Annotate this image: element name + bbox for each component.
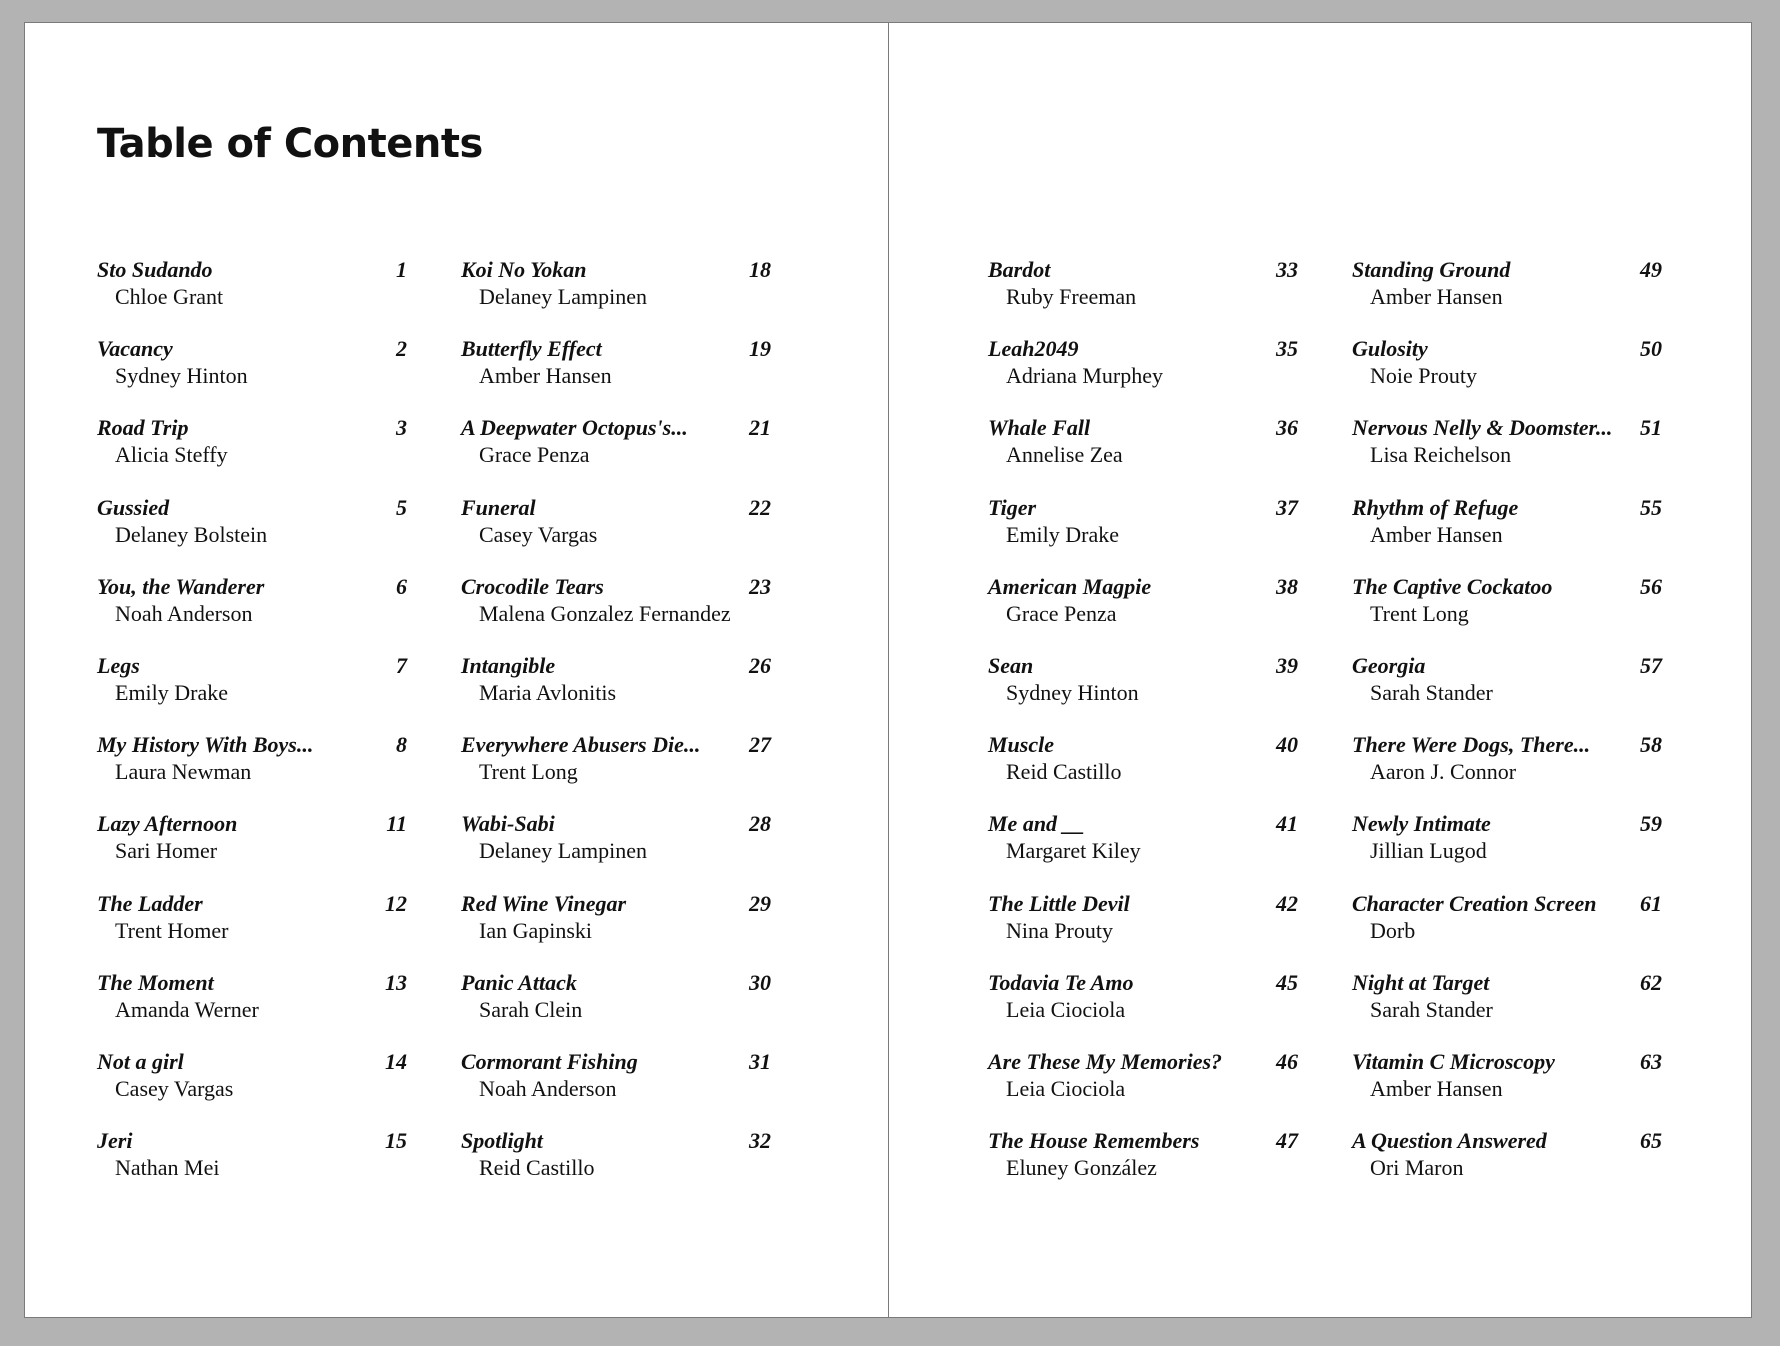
entry-page-number: 27	[749, 732, 771, 758]
toc-entry	[988, 1049, 1298, 1128]
toc-entry	[1352, 1128, 1662, 1207]
toc-entry	[97, 653, 407, 732]
entry-author: Grace Penza	[479, 442, 590, 468]
entry-author: Noie Prouty	[1370, 363, 1477, 389]
toc-entry	[988, 336, 1298, 415]
entry-title: Jeri	[97, 1128, 133, 1154]
entry-title: The Captive Cockatoo	[1352, 573, 1553, 599]
entry-author: Alicia Steffy	[115, 442, 228, 468]
entry-title: Bardot	[988, 257, 1051, 282]
toc-entry	[461, 415, 771, 494]
toc-entry	[461, 1128, 771, 1207]
entry-page-number: 2	[396, 336, 407, 362]
entry-author: Eluney González	[1006, 1155, 1157, 1181]
toc-entry	[97, 574, 407, 653]
entry-author: Delaney Bolstein	[115, 521, 268, 547]
entry-title: You, the Wanderer	[97, 573, 265, 599]
entry-author: Malena Gonzalez Fernandez	[479, 600, 731, 626]
toc-entry	[1352, 811, 1662, 890]
entry-title: Funeral	[461, 494, 536, 520]
entry-author: Ian Gapinski	[479, 917, 593, 943]
entry-page-number: 6	[396, 573, 407, 599]
entry-author: Sarah Clein	[479, 996, 583, 1022]
entry-author: Emily Drake	[115, 679, 229, 705]
entry-author: Delaney Lampinen	[479, 838, 647, 864]
entry-page-number: 38	[1276, 573, 1298, 599]
entry-author: Noah Anderson	[479, 1075, 617, 1101]
entry-page-number: 55	[1640, 494, 1662, 520]
entry-author: Reid Castillo	[1006, 759, 1122, 785]
toc-entry	[461, 1049, 771, 1128]
entry-title: My History With Boys...	[97, 732, 314, 758]
entry-page-number: 45	[1276, 969, 1298, 995]
entry-title: Vitamin C Microscopy	[1352, 1048, 1555, 1074]
entry-author: Trent Long	[479, 759, 578, 785]
toc-entry	[1352, 653, 1662, 732]
entry-author: Noah Anderson	[115, 600, 253, 626]
entry-page-number: 11	[386, 811, 407, 837]
entry-page-number: 47	[1276, 1128, 1298, 1154]
entry-page-number: 33	[1276, 257, 1298, 282]
entry-title: The Little Devil	[988, 890, 1130, 916]
entry-author: Amanda Werner	[115, 996, 259, 1022]
entry-title: Cormorant Fishing	[461, 1048, 638, 1074]
entry-author: Grace Penza	[1006, 600, 1117, 626]
toc-entry	[1352, 732, 1662, 811]
entry-author: Ruby Freeman	[1006, 284, 1137, 309]
entry-page-number: 57	[1640, 652, 1662, 678]
toc-entry	[97, 970, 407, 1049]
entry-author: Amber Hansen	[1370, 284, 1503, 309]
toc-column-1	[97, 257, 407, 1207]
entry-page-number: 1	[396, 257, 407, 282]
entry-title: Intangible	[461, 652, 556, 678]
entry-title: Koi No Yokan	[461, 257, 587, 282]
book-spread	[24, 22, 1752, 1318]
entry-author: Laura Newman	[115, 759, 252, 785]
entry-title: Me and __	[988, 811, 1085, 837]
entry-author: Amber Hansen	[1370, 1075, 1503, 1101]
entry-author: Jillian Lugod	[1370, 838, 1487, 864]
entry-author: Annelise Zea	[1006, 442, 1123, 468]
toc-entry	[97, 1128, 407, 1207]
entry-page-number: 5	[396, 494, 407, 520]
entry-page-number: 19	[749, 336, 771, 362]
entry-page-number: 22	[749, 494, 771, 520]
entry-title: American Magpie	[988, 573, 1152, 599]
entry-title: Newly Intimate	[1352, 811, 1491, 837]
toc-entry	[461, 732, 771, 811]
entry-title: Vacancy	[97, 336, 173, 362]
entry-author: Sydney Hinton	[115, 363, 248, 389]
entry-title: There Were Dogs, There...	[1352, 732, 1591, 758]
entry-title: Not a girl	[97, 1048, 184, 1074]
entry-title: Gulosity	[1352, 336, 1428, 362]
entry-author: Trent Homer	[115, 917, 229, 943]
entry-title: A Deepwater Octopus's...	[461, 415, 688, 441]
toc-entry	[988, 653, 1298, 732]
toc-entry	[461, 495, 771, 574]
entry-author: Adriana Murphey	[1006, 363, 1164, 389]
entry-page-number: 39	[1276, 652, 1298, 678]
toc-entry	[461, 891, 771, 970]
entry-author: Ori Maron	[1370, 1155, 1464, 1181]
entry-title: The Moment	[97, 969, 214, 995]
entry-title: Standing Ground	[1352, 257, 1511, 282]
entry-page-number: 63	[1640, 1048, 1662, 1074]
entry-title: Butterfly Effect	[461, 336, 602, 362]
entry-page-number: 18	[749, 257, 771, 282]
entry-page-number: 29	[749, 890, 771, 916]
toc-column-2	[461, 257, 771, 1207]
entry-title: Lazy Afternoon	[97, 811, 238, 837]
entry-title: Everywhere Abusers Die...	[461, 732, 701, 758]
toc-entry	[97, 257, 407, 336]
entry-page-number: 37	[1276, 494, 1298, 520]
entry-page-number: 59	[1640, 811, 1662, 837]
toc-entry	[97, 495, 407, 574]
entry-title: Sean	[988, 652, 1034, 678]
entry-author: Aaron J. Connor	[1370, 759, 1517, 785]
toc-entry	[988, 811, 1298, 890]
entry-title: Are These My Memories?	[988, 1048, 1223, 1074]
entry-page-number: 32	[749, 1128, 771, 1154]
entry-title: Tiger	[988, 494, 1037, 520]
toc-entry	[461, 811, 771, 890]
entry-page-number: 26	[749, 652, 771, 678]
page-spine-divider	[888, 23, 889, 1317]
toc-entry	[1352, 891, 1662, 970]
page-title: Table of Contents	[97, 121, 483, 167]
entry-author: Delaney Lampinen	[479, 284, 647, 309]
entry-author: Nathan Mei	[115, 1155, 220, 1181]
toc-entry	[988, 574, 1298, 653]
entry-author: Casey Vargas	[479, 521, 598, 547]
entry-title: Sto Sudando	[97, 257, 213, 282]
toc-entry	[97, 1049, 407, 1128]
entry-title: Muscle	[988, 732, 1054, 758]
entry-page-number: 12	[385, 890, 407, 916]
entry-page-number: 56	[1640, 573, 1662, 599]
entry-page-number: 30	[749, 969, 771, 995]
toc-entry	[1352, 970, 1662, 1049]
entry-title: Road Trip	[97, 415, 189, 441]
entry-title: A Question Answered	[1352, 1128, 1547, 1154]
entry-author: Lisa Reichelson	[1370, 442, 1512, 468]
entry-title: Whale Fall	[988, 415, 1091, 441]
toc-entry	[97, 732, 407, 811]
entry-author: Sydney Hinton	[1006, 679, 1139, 705]
entry-page-number: 14	[385, 1048, 407, 1074]
entry-page-number: 61	[1640, 890, 1662, 916]
entry-page-number: 28	[749, 811, 771, 837]
toc-entry	[1352, 257, 1662, 336]
toc-column-4	[1352, 257, 1662, 1207]
entry-page-number: 50	[1640, 336, 1662, 362]
entry-title: Georgia	[1352, 652, 1426, 678]
entry-title: Panic Attack	[461, 969, 577, 995]
entry-page-number: 49	[1640, 257, 1662, 282]
entry-title: Todavia Te Amo	[988, 969, 1134, 995]
entry-author: Casey Vargas	[115, 1075, 234, 1101]
entry-title: The House Remembers	[988, 1128, 1200, 1154]
toc-entry	[97, 891, 407, 970]
entry-page-number: 21	[749, 415, 771, 441]
entry-author: Emily Drake	[1006, 521, 1120, 547]
toc-entry	[988, 495, 1298, 574]
entry-author: Sarah Stander	[1370, 996, 1493, 1022]
entry-author: Dorb	[1370, 917, 1416, 943]
toc-entry	[461, 653, 771, 732]
toc-entry	[461, 336, 771, 415]
entry-author: Leia Ciociola	[1006, 1075, 1126, 1101]
entry-title: The Ladder	[97, 890, 203, 916]
toc-entry	[97, 336, 407, 415]
entry-title: Gussied	[97, 494, 170, 520]
entry-page-number: 42	[1276, 890, 1298, 916]
toc-entry	[988, 257, 1298, 336]
toc-entry	[1352, 415, 1662, 494]
entry-page-number: 15	[385, 1128, 407, 1154]
entry-page-number: 51	[1640, 415, 1662, 441]
entry-author: Chloe Grant	[115, 284, 224, 309]
toc-entry	[988, 415, 1298, 494]
toc-entry	[1352, 1049, 1662, 1128]
entry-page-number: 13	[385, 969, 407, 995]
entry-page-number: 36	[1276, 415, 1298, 441]
entry-page-number: 41	[1276, 811, 1298, 837]
entry-title: Night at Target	[1352, 969, 1490, 995]
toc-entry	[97, 811, 407, 890]
entry-author: Maria Avlonitis	[479, 679, 617, 705]
entry-title: Wabi-Sabi	[461, 811, 555, 837]
toc-entry	[461, 257, 771, 336]
toc-entry	[988, 970, 1298, 1049]
entry-page-number: 8	[396, 732, 407, 758]
entry-title: Nervous Nelly & Doomster...	[1352, 415, 1613, 441]
entry-title: Crocodile Tears	[461, 573, 604, 599]
toc-entry	[1352, 336, 1662, 415]
toc-entry	[97, 415, 407, 494]
toc-entry	[1352, 574, 1662, 653]
toc-entry	[461, 970, 771, 1049]
toc-entry	[988, 1128, 1298, 1207]
toc-column-3	[988, 257, 1298, 1207]
entry-author: Sari Homer	[115, 838, 218, 864]
toc-entry	[988, 891, 1298, 970]
entry-author: Margaret Kiley	[1006, 838, 1141, 864]
entry-author: Amber Hansen	[479, 363, 612, 389]
entry-title: Legs	[97, 652, 140, 678]
entry-page-number: 35	[1276, 336, 1298, 362]
entry-page-number: 23	[749, 573, 771, 599]
entry-page-number: 31	[749, 1048, 771, 1074]
entry-title: Spotlight	[461, 1128, 543, 1154]
entry-title: Rhythm of Refuge	[1352, 494, 1519, 520]
entry-author: Sarah Stander	[1370, 679, 1493, 705]
toc-entry	[988, 732, 1298, 811]
entry-page-number: 62	[1640, 969, 1662, 995]
entry-page-number: 7	[396, 652, 407, 678]
entry-title: Character Creation Screen	[1352, 890, 1597, 916]
entry-page-number: 65	[1640, 1128, 1662, 1154]
entry-author: Leia Ciociola	[1006, 996, 1126, 1022]
entry-author: Trent Long	[1370, 600, 1469, 626]
entry-author: Reid Castillo	[479, 1155, 595, 1181]
toc-entry	[1352, 495, 1662, 574]
entry-page-number: 40	[1276, 732, 1298, 758]
entry-author: Nina Prouty	[1006, 917, 1113, 943]
entry-author: Amber Hansen	[1370, 521, 1503, 547]
entry-title: Leah2049	[988, 336, 1079, 362]
entry-title: Red Wine Vinegar	[461, 890, 627, 916]
toc-entry	[461, 574, 771, 653]
entry-page-number: 58	[1640, 732, 1662, 758]
entry-page-number: 3	[396, 415, 407, 441]
entry-page-number: 46	[1276, 1048, 1298, 1074]
